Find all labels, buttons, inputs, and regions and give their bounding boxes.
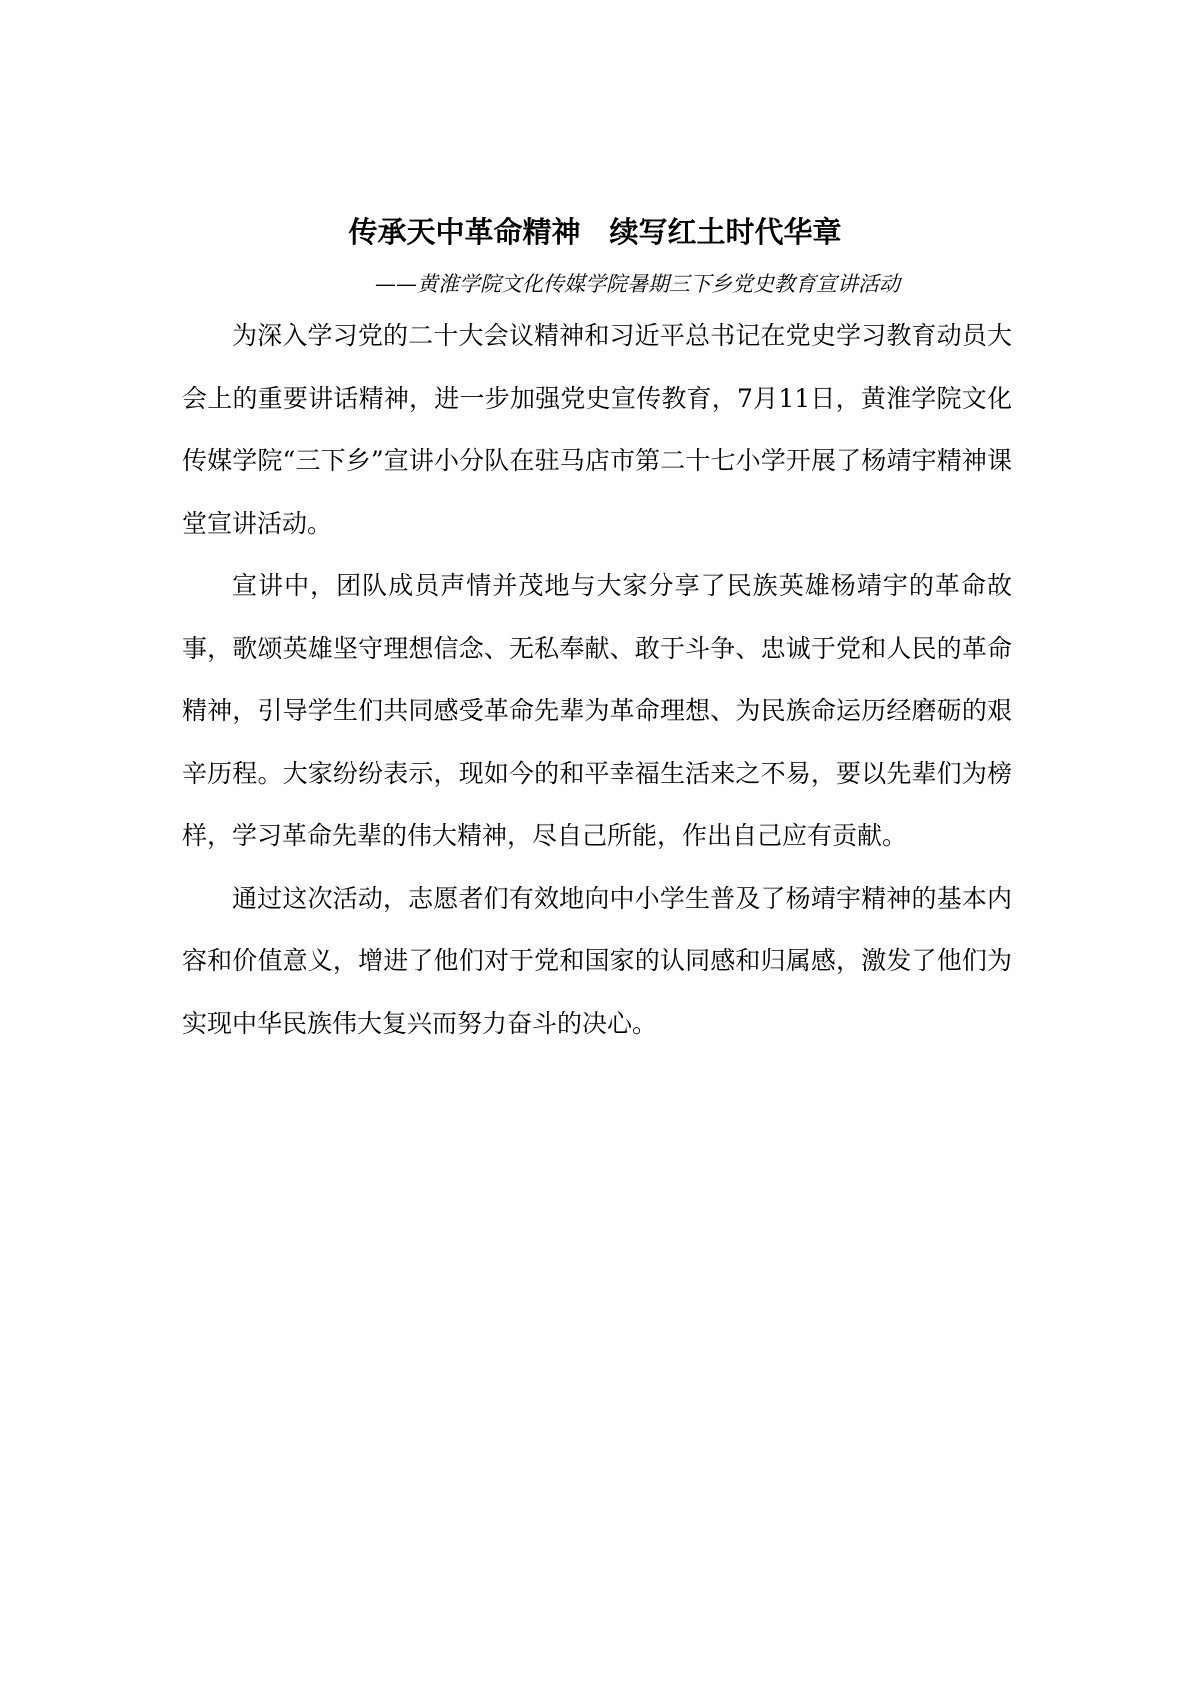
body-paragraph: 宣讲中，团队成员声情并茂地与大家分享了民族英雄杨靖宇的革命故事，歌颂英雄坚守理想信念、无私奉献、敢于斗争、忠诚于党和人民的革命精神，引导学生们共同感受革命先辈为革命理想、为民族命运历经磨砺的艰辛历程。大家纷纷表示，现如今的和平幸福生活来之不易，要以先辈们为榜样，学习革命先辈的伟大精神，尽自己所能，作出自己应有贡献。 — [182, 571, 1012, 850]
document-title: 传承天中革命精神 续写红土时代华章 — [348, 215, 842, 249]
document-body — [182, 305, 1012, 1055]
body-paragraph: 为深入学习党的二十大会议精神和习近平总书记在党史学习教育动员大会上的重要讲话精神，进一步加强党史宣传教育，7月11日，黄淮学院文化传媒学院“三下乡”宣讲小分队在驻马店市第二十七小学开展了杨靖宇精神课堂宣讲活动。 — [182, 321, 1012, 538]
document-subtitle: ——黄淮学院文化传媒学院暑期三下乡党史教育宣讲活动 — [375, 272, 900, 296]
body-paragraph: 通过这次活动，志愿者们有效地向中小学生普及了杨靖宇精神的基本内容和价值意义，增进了他们对于党和国家的认同感和归属感，激发了他们为实现中华民族伟大复兴而努力奋斗的决心。 — [182, 883, 1012, 1038]
